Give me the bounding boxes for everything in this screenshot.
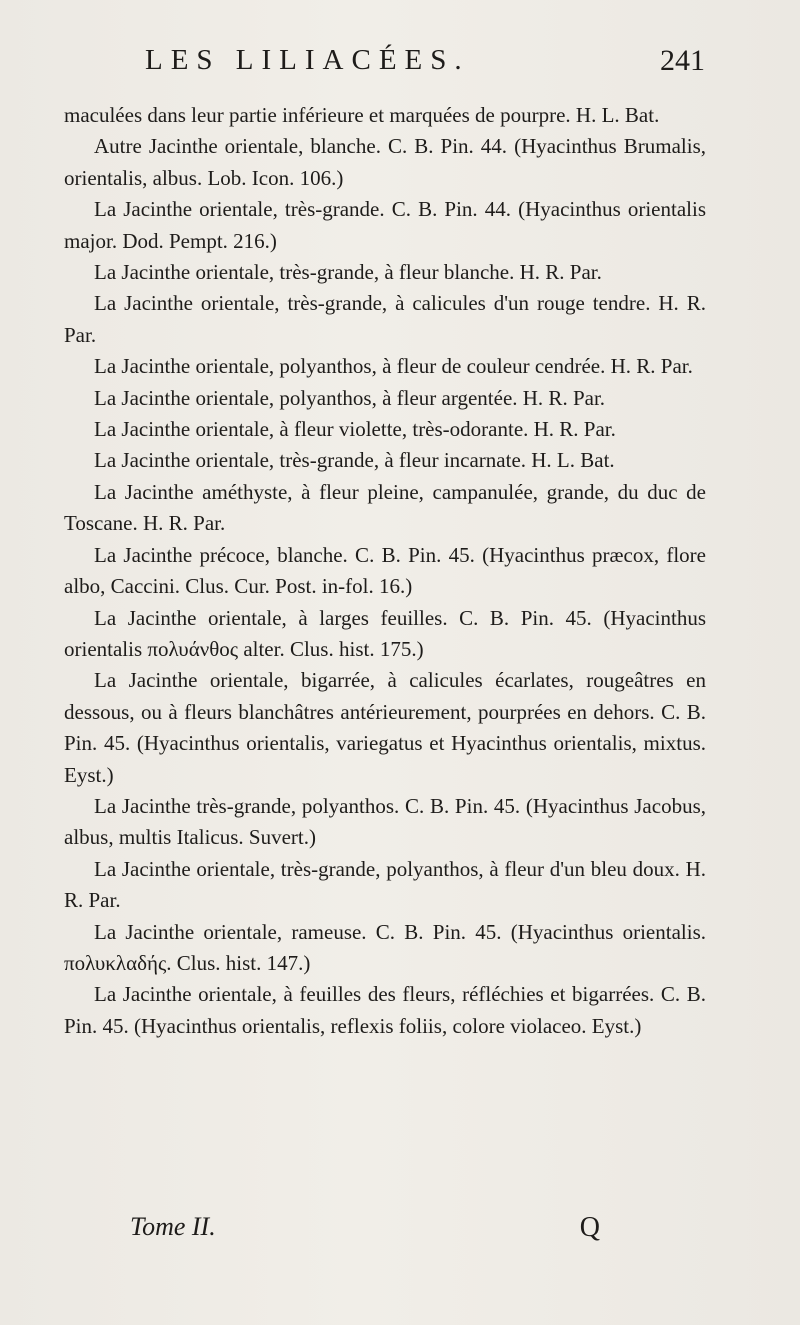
entry: La Jacinthe orientale, très-grande, à fleur incarnate. H. L. Bat. (94, 448, 615, 473)
page-header (145, 44, 705, 88)
page-footer (130, 1212, 600, 1252)
entry: La Jacinthe précoce, blanche. C. B. Pin. 45. (Hyacinthus præcox, flore albo, Caccini. Clus. Cur. Post. in-fol. 16.) (64, 542, 706, 599)
entry: La Jacinthe orientale, très-grande, polyanthos, à fleur d'un bleu doux. H. R. Par. (64, 856, 706, 913)
entry: La Jacinthe très-grande, polyanthos. C. B. Pin. 45. (Hyacinthus Jacobus, albus, multis Italicus. Suvert.) (64, 793, 706, 850)
page-number: 241 (660, 44, 705, 77)
entry: La Jacinthe orientale, très-grande, à calicules d'un rouge tendre. H. R. Par. (64, 291, 706, 347)
entry: La Jacinthe orientale, très-grande, à fleur blanche. H. R. Par. (94, 260, 602, 285)
running-title: LES LILIACÉES. (145, 44, 470, 76)
entry: La Jacinthe orientale, à feuilles des fleurs, réfléchies et bigarrées. C. B. Pin. 45. (Hyacinthus orientalis, reflexis foliis, colore violaceo. Eyst.) (64, 982, 706, 1038)
entry-continuation: maculées dans leur partie inférieure et marquées de pourpre. H. L. Bat. (64, 103, 660, 127)
entry: Autre Jacinthe orientale, blanche. C. B. Pin. 44. (Hyacinthus Brumalis, orientalis, albus. Lob. Icon. 106.) (64, 134, 706, 190)
signature-mark: Q (579, 1212, 600, 1243)
entry: La Jacinthe orientale, à fleur violette, très-odorante. H. R. Par. (94, 417, 616, 442)
entry: La Jacinthe orientale, à larges feuilles. C. B. Pin. 45. (Hyacinthus orientalis πολυάνθος alter. Clus. hist. 175.) (64, 605, 706, 661)
page-body (64, 100, 706, 1042)
entry: La Jacinthe orientale, bigarrée, à calicules écarlates, rougeâtres en dessous, ou à fleurs blanchâtres antérieurement, pourprées en dehors. C. B. Pin. 45. (Hyacinthus orientalis, variegatus et Hyacinthus orientalis, mixtus. Eyst.) (64, 668, 706, 787)
entry: La Jacinthe améthyste, à fleur pleine, campanulée, grande, du duc de Toscane. H. R. Par. (64, 479, 706, 536)
volume-label: Tome II. (130, 1212, 216, 1241)
entry: La Jacinthe orientale, très-grande. C. B. Pin. 44. (Hyacinthus orientalis major. Dod. Pempt. 216.) (64, 197, 706, 253)
entry: La Jacinthe orientale, polyanthos, à fleur argentée. H. R. Par. (94, 385, 606, 410)
entry: La Jacinthe orientale, polyanthos, à fleur de couleur cendrée. H. R. Par. (94, 354, 693, 379)
entry: La Jacinthe orientale, rameuse. C. B. Pin. 45. (Hyacinthus orientalis. πολυκλαδής. Clus. hist. 147.) (64, 919, 706, 975)
